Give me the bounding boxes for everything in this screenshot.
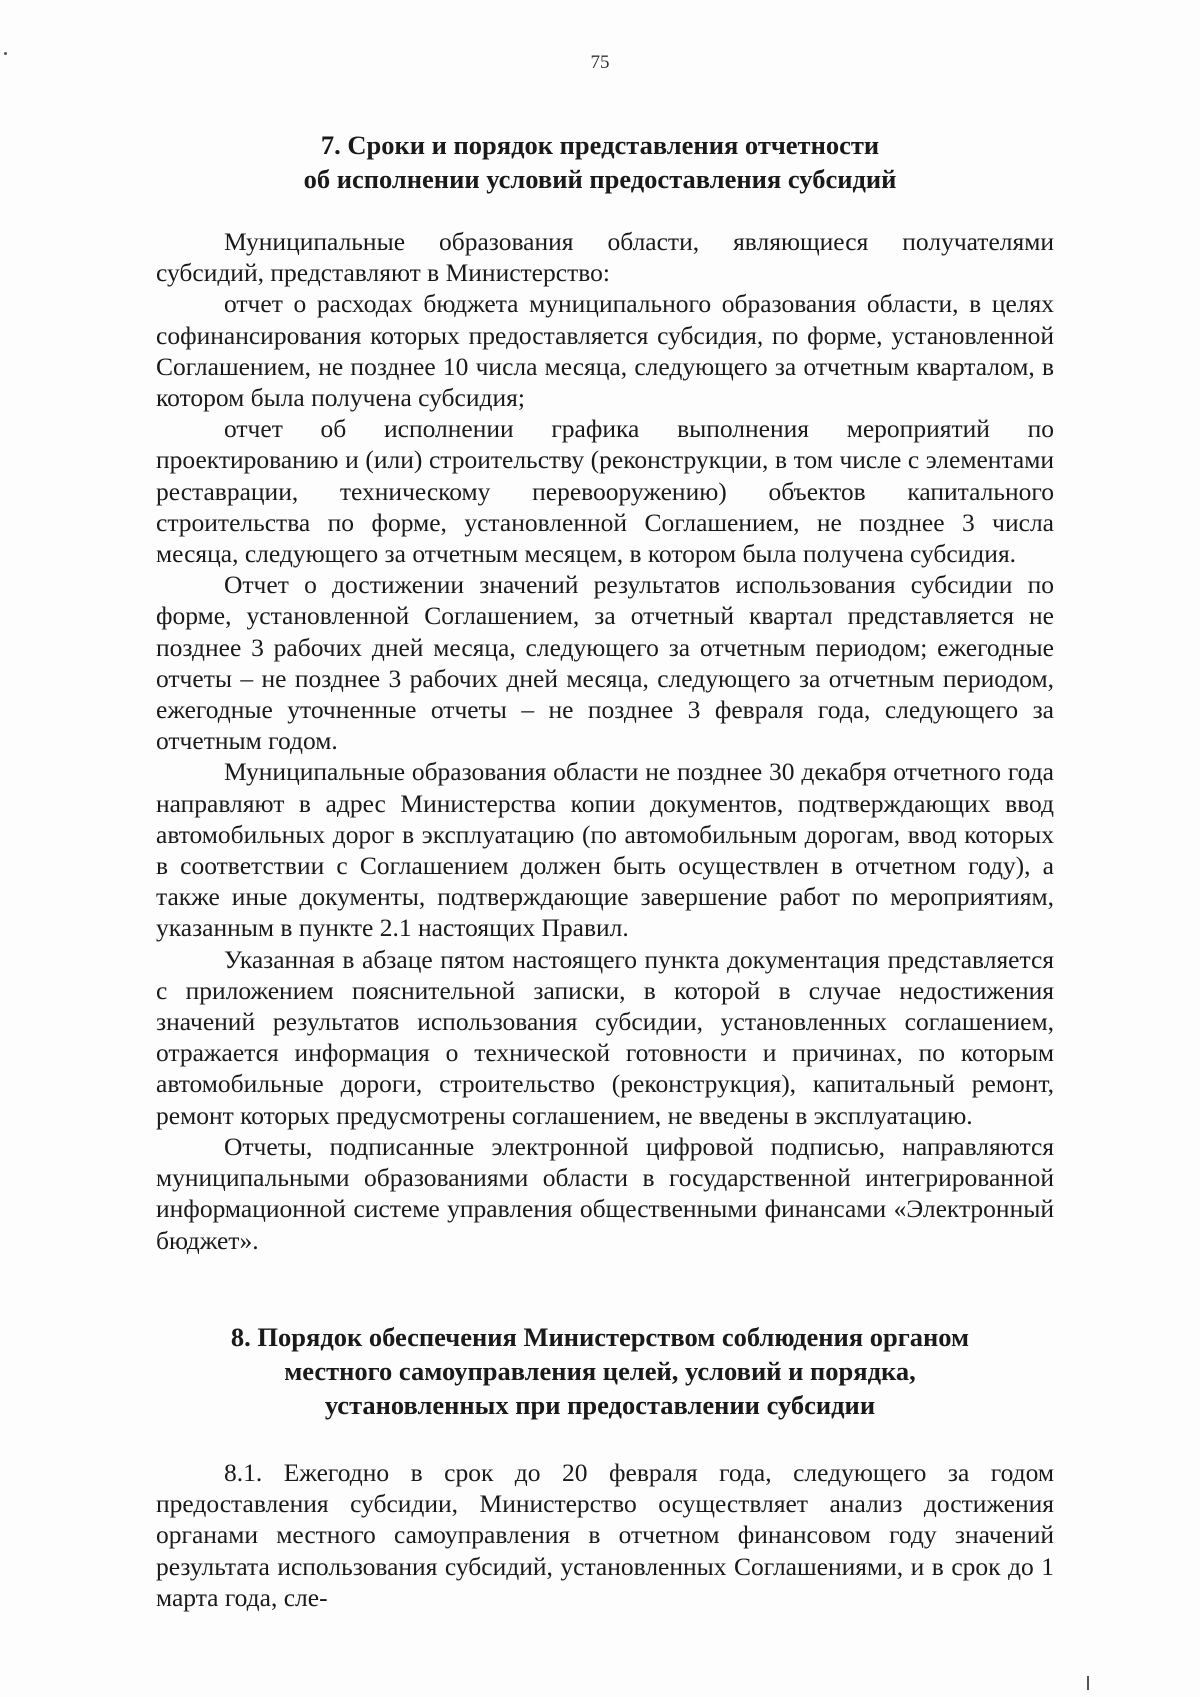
section-7-heading (160, 128, 1040, 196)
paragraph: Указанная в абзаце пятом настоящего пункта документация представляется с приложением пояснительной записки, в которой в случае недостижения значений результатов использования субсидии, установленных соглашением, отражается информация о технической готовности и причинах, по которым автомобильные дороги, строительство (реконструкция), капитальный ремонт, ремонт которых предусмотрены соглашением, не введены в эксплуатацию. (156, 944, 1054, 1130)
section-7-heading-line-2: об исполнении условий предоставления субсидий (303, 164, 897, 194)
paragraph: Отчеты, подписанные электронной цифровой подписью, направляются муниципальными образованиями области в государственной интегрированной информационной системе управления общественными финансами «Электронный бюджет». (156, 1131, 1054, 1255)
paragraph: Муниципальные образования области, являющиеся получателями субсидий, представляют в Министерство: (156, 227, 1054, 288)
paragraph: отчет об исполнении графика выполнения мероприятий по проектированию и (или) строительству (реконструкции, в том числе с элементами реставрации, техническому перевооружению) объектов капитального строительства по форме, установленной Соглашением, не позднее 3 числа месяца, следующего за отчетным месяцем, в котором была получена субсидия. (156, 414, 1054, 569)
scan-artifact-mark (1087, 1676, 1089, 1690)
page-number: 75 (590, 52, 610, 73)
section-8-body (156, 1457, 1054, 1613)
scan-artifact-mark (4, 52, 7, 55)
paragraph: отчет о расходах бюджета муниципального образования области, в целях софинансирования которых предоставляется субсидия, по форме, установленной Соглашением, не позднее 10 числа месяца, следующего за отчетным кварталом, в котором была получена субсидия; (156, 289, 1054, 413)
paragraph: Муниципальные образования области не позднее 30 декабря отчетного года направляют в адрес Министерства копии документов, подтверждающих ввод автомобильных дорог в эксплуатацию (по автомобильным дорогам, ввод которых в соответствии с Соглашением должен быть осуществлен в отчетном году), а также иные документы, подтверждающие завершение работ по мероприятиям, указанным в пункте 2.1 настоящих Правил. (156, 757, 1054, 943)
section-8-heading (160, 1320, 1040, 1422)
paragraph: Отчет о достижении значений результатов использования субсидии по форме, установленной Соглашением, за отчетный квартал представляется не позднее 3 рабочих дней месяца, следующего за отчетным периодом; ежегодные отчеты – не позднее 3 рабочих дней месяца, следующего за отчетным периодом, ежегодные уточненные отчеты – не позднее 3 февраля года, следующего за отчетным годом. (156, 570, 1054, 756)
section-8-heading-line-2: местного самоуправления целей, условий и порядка, (284, 1356, 916, 1386)
section-8-heading-line-3: установленных при предоставлении субсидии (324, 1390, 876, 1420)
section-7-body (156, 226, 1054, 1256)
paragraph: 8.1. Ежегодно в срок до 20 февраля года, следующего за годом предоставления субсидии, Министерство осуществляет анализ достижения органами местного самоуправления в отчетном финансовом году значений результата использования субсидий, установленных Соглашениями, и в срок до 1 марта года, сле- (156, 1458, 1054, 1612)
section-7-heading-line-1: 7. Сроки и порядок представления отчетности (320, 130, 880, 160)
section-8-heading-line-1: 8. Порядок обеспечения Министерством соблюдения органом (230, 1322, 970, 1352)
